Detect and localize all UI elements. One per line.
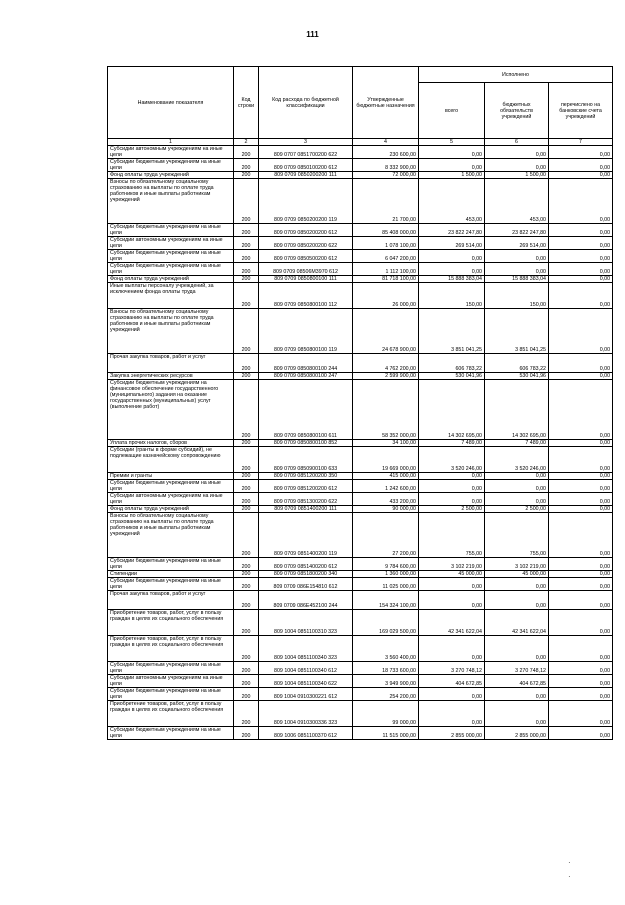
- row-kbk-code: 809 1004 0851100310 323: [259, 610, 353, 636]
- row-approved: 11 025 000,00: [353, 578, 419, 591]
- row-executed-total: 606 783,22: [419, 354, 485, 373]
- row-name: Взносы по обязательному социальному страхованию на выплаты по оплате труда работников и иные выплаты работникам учреждений: [108, 309, 234, 354]
- row-kbk-code: 809 0707 0851700200 622: [259, 146, 353, 159]
- row-name: Субсидии бюджетным учреждениям на иные цели: [108, 263, 234, 276]
- row-kbk-code: 809 0709 0850800100 611: [259, 380, 353, 440]
- row-approved: 11 515 000,00: [353, 727, 419, 740]
- row-executed-bank: 0,00: [549, 578, 613, 591]
- row-code: 200: [234, 688, 259, 701]
- row-kbk-code: 809 0709 0850200200 612: [259, 224, 353, 237]
- header-name: Наименование показателя: [108, 67, 234, 139]
- row-approved: 99 000,00: [353, 701, 419, 727]
- row-executed-total: 0,00: [419, 159, 485, 172]
- page-number: 111: [306, 30, 319, 39]
- row-executed-budget: 42 341 622,04: [485, 610, 549, 636]
- row-executed-budget: 15 888 383,04: [485, 276, 549, 283]
- row-executed-bank: 0,00: [549, 224, 613, 237]
- row-code: 200: [234, 179, 259, 224]
- table-row: [108, 578, 613, 591]
- row-code: 200: [234, 591, 259, 610]
- header-executed: Исполнено: [419, 67, 613, 83]
- table-row: [108, 283, 613, 309]
- row-executed-bank: 0,00: [549, 172, 613, 179]
- scan-mark: ·: [568, 872, 571, 881]
- row-name: Субсидии автономным учреждениям на иные цели: [108, 237, 234, 250]
- row-kbk-code: 809 0709 0851400200 612: [259, 558, 353, 571]
- row-executed-bank: 0,00: [549, 662, 613, 675]
- col-number: 1: [108, 139, 234, 146]
- row-kbk-code: 809 1004 0910300221 612: [259, 688, 353, 701]
- row-executed-bank: 0,00: [549, 688, 613, 701]
- row-kbk-code: 809 0709 086E154810 612: [259, 578, 353, 591]
- table-row: [108, 380, 613, 440]
- row-approved: 24 678 900,00: [353, 309, 419, 354]
- row-approved: 19 669 000,00: [353, 447, 419, 473]
- row-kbk-code: 809 0709 0851400200 119: [259, 513, 353, 558]
- row-executed-total: 0,00: [419, 636, 485, 662]
- row-executed-total: 0,00: [419, 250, 485, 263]
- table-row: [108, 571, 613, 578]
- row-kbk-code: 809 1004 0851100340 622: [259, 675, 353, 688]
- row-kbk-code: 809 1006 0851100370 612: [259, 727, 353, 740]
- row-executed-total: 150,00: [419, 283, 485, 309]
- row-approved: 433 200,00: [353, 493, 419, 506]
- row-name: Взносы по обязательному социальному страхованию на выплаты по оплате труда работников и иные выплаты работникам учреждений: [108, 513, 234, 558]
- row-kbk-code: 809 1004 0851100340 612: [259, 662, 353, 675]
- row-approved: 34 100,00: [353, 440, 419, 447]
- table-row: [108, 493, 613, 506]
- row-code: 200: [234, 263, 259, 276]
- row-executed-total: 453,00: [419, 179, 485, 224]
- row-executed-total: 3 270 748,12: [419, 662, 485, 675]
- row-approved: 415 000,00: [353, 473, 419, 480]
- table-row: [108, 179, 613, 224]
- col-number: 2: [234, 139, 259, 146]
- row-executed-total: 0,00: [419, 578, 485, 591]
- row-name: Субсидии бюджетным учреждениям на иные цели: [108, 688, 234, 701]
- row-executed-budget: 14 302 695,00: [485, 380, 549, 440]
- table-row: [108, 224, 613, 237]
- row-kbk-code: 809 0709 0850200200 622: [259, 237, 353, 250]
- table-row: [108, 506, 613, 513]
- row-executed-budget: 453,00: [485, 179, 549, 224]
- row-name: Субсидии бюджетным учреждениям на иные цели: [108, 558, 234, 571]
- row-executed-bank: 0,00: [549, 493, 613, 506]
- row-executed-bank: 0,00: [549, 480, 613, 493]
- col-number: 4: [353, 139, 419, 146]
- row-approved: 3 560 400,00: [353, 636, 419, 662]
- row-kbk-code: 809 0709 0850900100 633: [259, 447, 353, 473]
- row-name: Субсидии автономным учреждениям на иные цели: [108, 493, 234, 506]
- row-code: 200: [234, 159, 259, 172]
- row-executed-total: 15 888 383,04: [419, 276, 485, 283]
- row-approved: 1 112 100,00: [353, 263, 419, 276]
- row-executed-bank: 0,00: [549, 610, 613, 636]
- row-executed-bank: 0,00: [549, 237, 613, 250]
- row-code: 200: [234, 237, 259, 250]
- row-name: Субсидии (гранты в форме субсидий), не подлежащие казначейскому сопровождению: [108, 447, 234, 473]
- row-code: 200: [234, 309, 259, 354]
- row-approved: 18 733 600,00: [353, 662, 419, 675]
- row-kbk-code: 809 0709 0850100200 612: [259, 159, 353, 172]
- table-row: [108, 473, 613, 480]
- row-kbk-code: 809 0709 0851300200 622: [259, 493, 353, 506]
- row-kbk-code: 809 0709 0850200200 119: [259, 179, 353, 224]
- row-executed-total: 269 514,00: [419, 237, 485, 250]
- row-approved: 1 360 000,00: [353, 571, 419, 578]
- row-name: Фонд оплаты труда учреждений: [108, 172, 234, 179]
- row-code: 200: [234, 513, 259, 558]
- row-executed-budget: 2 855 000,00: [485, 727, 549, 740]
- row-code: 200: [234, 610, 259, 636]
- row-approved: 85 408 000,00: [353, 224, 419, 237]
- row-executed-bank: 0,00: [549, 636, 613, 662]
- row-executed-budget: 269 514,00: [485, 237, 549, 250]
- row-approved: 6 047 200,00: [353, 250, 419, 263]
- row-executed-budget: 3 520 246,00: [485, 447, 549, 473]
- table-row: [108, 159, 613, 172]
- header-code: Код строки: [234, 67, 259, 139]
- row-approved: 154 324 100,00: [353, 591, 419, 610]
- row-kbk-code: 809 0709 0850800100 247: [259, 373, 353, 380]
- row-executed-total: 2 855 000,00: [419, 727, 485, 740]
- row-approved: 8 332 900,00: [353, 159, 419, 172]
- row-name: Прочая закупка товаров, работ и услуг: [108, 591, 234, 610]
- header-approved: Утвержденные бюджетные назначения: [353, 67, 419, 139]
- column-numbers-row: [108, 139, 613, 146]
- row-code: 200: [234, 473, 259, 480]
- row-approved: 21 700,00: [353, 179, 419, 224]
- row-executed-budget: 3 270 748,12: [485, 662, 549, 675]
- row-executed-total: 7 489,00: [419, 440, 485, 447]
- row-name: Субсидии бюджетным учреждениям на иные цели: [108, 159, 234, 172]
- row-code: 200: [234, 727, 259, 740]
- table-row: [108, 675, 613, 688]
- row-kbk-code: 809 0709 0850800100 111: [259, 276, 353, 283]
- row-executed-budget: 1 500,00: [485, 172, 549, 179]
- col-number: 6: [485, 139, 549, 146]
- row-executed-bank: 0,00: [549, 250, 613, 263]
- row-approved: 1 242 600,00: [353, 480, 419, 493]
- table-row: [108, 701, 613, 727]
- row-executed-total: 2 500,00: [419, 506, 485, 513]
- row-code: 200: [234, 493, 259, 506]
- row-executed-budget: 606 783,22: [485, 354, 549, 373]
- row-code: 200: [234, 250, 259, 263]
- row-approved: 254 200,00: [353, 688, 419, 701]
- row-executed-total: 0,00: [419, 263, 485, 276]
- row-executed-bank: 0,00: [549, 571, 613, 578]
- row-executed-budget: 0,00: [485, 473, 549, 480]
- row-executed-budget: 0,00: [485, 701, 549, 727]
- row-executed-bank: 0,00: [549, 447, 613, 473]
- row-executed-total: 3 520 246,00: [419, 447, 485, 473]
- table-row: [108, 662, 613, 675]
- row-executed-bank: 0,00: [549, 440, 613, 447]
- row-kbk-code: 809 1004 0910300336 323: [259, 701, 353, 727]
- row-executed-budget: 0,00: [485, 263, 549, 276]
- row-name: Субсидии бюджетным учреждениям на иные цели: [108, 662, 234, 675]
- row-code: 200: [234, 283, 259, 309]
- row-approved: 58 352 000,00: [353, 380, 419, 440]
- row-name: Фонд оплаты труда учреждений: [108, 276, 234, 283]
- row-kbk-code: 809 0709 0850800100 112: [259, 283, 353, 309]
- row-executed-bank: 0,00: [549, 373, 613, 380]
- row-kbk-code: 809 0709 0850500200 612: [259, 250, 353, 263]
- row-executed-bank: 0,00: [549, 179, 613, 224]
- row-name: Премии и гранты: [108, 473, 234, 480]
- row-executed-total: 14 302 695,00: [419, 380, 485, 440]
- row-executed-budget: 0,00: [485, 688, 549, 701]
- row-code: 200: [234, 578, 259, 591]
- table-row: [108, 513, 613, 558]
- row-executed-bank: 0,00: [549, 675, 613, 688]
- row-kbk-code: 809 0709 0850800100 119: [259, 309, 353, 354]
- row-name: Иные выплаты персоналу учреждений, за исключением фонда оплаты труда: [108, 283, 234, 309]
- header-budget: бюджетных обязательств учреждений: [485, 83, 549, 139]
- row-kbk-code: 809 0709 0851400200 111: [259, 506, 353, 513]
- row-name: Приобретение товаров, работ, услуг в пользу граждан в целях их социального обеспечения: [108, 636, 234, 662]
- row-name: Взносы по обязательному социальному страхованию на выплаты по оплате труда работников и иные выплаты работникам учреждений: [108, 179, 234, 224]
- row-executed-bank: 0,00: [549, 276, 613, 283]
- row-executed-budget: 0,00: [485, 250, 549, 263]
- row-kbk-code: 809 0709 0850200200 111: [259, 172, 353, 179]
- row-executed-bank: 0,00: [549, 309, 613, 354]
- row-approved: 9 784 600,00: [353, 558, 419, 571]
- row-executed-budget: 530 041,96: [485, 373, 549, 380]
- row-executed-budget: 45 000,00: [485, 571, 549, 578]
- row-kbk-code: 809 0709 0851200200 350: [259, 473, 353, 480]
- row-code: 200: [234, 447, 259, 473]
- row-executed-total: 404 672,85: [419, 675, 485, 688]
- row-name: Субсидии автономным учреждениям на иные цели: [108, 675, 234, 688]
- row-approved: 72 000,00: [353, 172, 419, 179]
- table-row: [108, 263, 613, 276]
- row-executed-total: 23 822 247,80: [419, 224, 485, 237]
- col-number: 3: [259, 139, 353, 146]
- row-code: 200: [234, 440, 259, 447]
- row-executed-budget: 3 851 041,25: [485, 309, 549, 354]
- col-number: 7: [549, 139, 613, 146]
- row-name: Субсидии бюджетным учреждениям на иные цели: [108, 578, 234, 591]
- row-approved: 230 600,00: [353, 146, 419, 159]
- row-executed-budget: 0,00: [485, 159, 549, 172]
- row-name: Субсидии бюджетным учреждениям на иные цели: [108, 727, 234, 740]
- row-kbk-code: 809 0709 0851800200 340: [259, 571, 353, 578]
- row-name: Субсидии бюджетным учреждениям на финансовое обеспечение государственного (муниципального) задания на оказание государственных (муниципальных) услуг (выполнение работ): [108, 380, 234, 440]
- row-code: 200: [234, 506, 259, 513]
- row-code: 200: [234, 172, 259, 179]
- row-approved: 4 762 200,00: [353, 354, 419, 373]
- table-row: [108, 591, 613, 610]
- row-executed-bank: 0,00: [549, 159, 613, 172]
- row-code: 200: [234, 675, 259, 688]
- row-name: Приобретение товаров, работ, услуг в пользу граждан в целях их социального обеспечения: [108, 701, 234, 727]
- row-approved: 2 599 900,00: [353, 373, 419, 380]
- table-row: [108, 440, 613, 447]
- table-row: [108, 250, 613, 263]
- table-row: [108, 237, 613, 250]
- table-row: [108, 146, 613, 159]
- row-name: Субсидии автономным учреждениям на иные цели: [108, 146, 234, 159]
- row-code: 200: [234, 276, 259, 283]
- row-kbk-code: 809 0709 0851200200 612: [259, 480, 353, 493]
- row-executed-budget: 0,00: [485, 480, 549, 493]
- row-executed-budget: 755,00: [485, 513, 549, 558]
- row-executed-budget: 0,00: [485, 636, 549, 662]
- scan-mark: ·: [568, 858, 571, 867]
- row-executed-bank: 0,00: [549, 354, 613, 373]
- row-executed-budget: 0,00: [485, 578, 549, 591]
- row-name: Приобретение товаров, работ, услуг в пользу граждан в целях их социального обеспечения: [108, 610, 234, 636]
- row-executed-budget: 2 500,00: [485, 506, 549, 513]
- row-approved: 26 000,00: [353, 283, 419, 309]
- row-code: 200: [234, 380, 259, 440]
- row-approved: 81 718 100,00: [353, 276, 419, 283]
- row-executed-budget: 0,00: [485, 591, 549, 610]
- row-executed-bank: 0,00: [549, 506, 613, 513]
- header-total: всего: [419, 83, 485, 139]
- row-kbk-code: 809 0709 0850800100 852: [259, 440, 353, 447]
- row-kbk-code: 809 0709 086E452100 244: [259, 591, 353, 610]
- row-kbk-code: 809 0709 0850800100 244: [259, 354, 353, 373]
- row-executed-bank: 0,00: [549, 380, 613, 440]
- row-executed-total: 755,00: [419, 513, 485, 558]
- header-bank: перечислено на банковские счета учреждений: [549, 83, 613, 139]
- row-executed-bank: 0,00: [549, 727, 613, 740]
- row-kbk-code: 809 0709 08506M3970 612: [259, 263, 353, 276]
- budget-execution-table: [107, 66, 613, 740]
- row-executed-total: 3 851 041,25: [419, 309, 485, 354]
- row-code: 200: [234, 480, 259, 493]
- row-kbk-code: 809 1004 0851100340 323: [259, 636, 353, 662]
- row-executed-total: 42 341 622,04: [419, 610, 485, 636]
- row-executed-bank: 0,00: [549, 701, 613, 727]
- table-row: [108, 172, 613, 179]
- row-executed-bank: 0,00: [549, 473, 613, 480]
- row-name: Субсидии бюджетным учреждениям на иные цели: [108, 250, 234, 263]
- row-executed-budget: 23 822 247,80: [485, 224, 549, 237]
- row-code: 200: [234, 146, 259, 159]
- row-code: 200: [234, 224, 259, 237]
- row-executed-budget: 3 102 219,00: [485, 558, 549, 571]
- row-code: 200: [234, 354, 259, 373]
- row-executed-budget: 404 672,85: [485, 675, 549, 688]
- row-executed-total: 530 041,96: [419, 373, 485, 380]
- row-name: Закупка энергетических ресурсов: [108, 373, 234, 380]
- table-row: [108, 688, 613, 701]
- row-name: Субсидии бюджетным учреждениям на иные цели: [108, 480, 234, 493]
- row-name: Уплата прочих налогов, сборов: [108, 440, 234, 447]
- col-number: 5: [419, 139, 485, 146]
- table-row: [108, 354, 613, 373]
- row-approved: 27 200,00: [353, 513, 419, 558]
- table-row: [108, 309, 613, 354]
- row-code: 200: [234, 662, 259, 675]
- row-code: 200: [234, 571, 259, 578]
- table-row: [108, 727, 613, 740]
- row-name: Стипендии: [108, 571, 234, 578]
- row-executed-total: 0,00: [419, 493, 485, 506]
- table-row: [108, 610, 613, 636]
- row-executed-total: 0,00: [419, 480, 485, 493]
- row-executed-total: 0,00: [419, 591, 485, 610]
- row-executed-bank: 0,00: [549, 146, 613, 159]
- row-code: 200: [234, 701, 259, 727]
- row-executed-budget: 0,00: [485, 493, 549, 506]
- table-row: [108, 480, 613, 493]
- row-executed-total: 0,00: [419, 701, 485, 727]
- table-row: [108, 447, 613, 473]
- row-approved: 90 000,00: [353, 506, 419, 513]
- row-approved: 3 949 900,00: [353, 675, 419, 688]
- row-executed-total: 1 500,00: [419, 172, 485, 179]
- row-approved: 169 029 500,00: [353, 610, 419, 636]
- row-executed-total: 0,00: [419, 146, 485, 159]
- row-executed-budget: 150,00: [485, 283, 549, 309]
- row-executed-total: 0,00: [419, 473, 485, 480]
- header-kbk: Код расхода по бюджетной классификации: [259, 67, 353, 139]
- row-name: Субсидии бюджетным учреждениям на иные цели: [108, 224, 234, 237]
- row-code: 200: [234, 558, 259, 571]
- row-executed-bank: 0,00: [549, 558, 613, 571]
- row-executed-budget: 0,00: [485, 146, 549, 159]
- row-executed-bank: 0,00: [549, 513, 613, 558]
- row-code: 200: [234, 636, 259, 662]
- row-executed-total: 0,00: [419, 688, 485, 701]
- row-name: Фонд оплаты труда учреждений: [108, 506, 234, 513]
- table-row: [108, 373, 613, 380]
- row-executed-bank: 0,00: [549, 591, 613, 610]
- row-executed-bank: 0,00: [549, 283, 613, 309]
- table-row: [108, 276, 613, 283]
- table-row: [108, 558, 613, 571]
- row-approved: 1 078 100,00: [353, 237, 419, 250]
- row-name: Прочая закупка товаров, работ и услуг: [108, 354, 234, 373]
- row-code: 200: [234, 373, 259, 380]
- row-executed-bank: 0,00: [549, 263, 613, 276]
- row-executed-budget: 7 489,00: [485, 440, 549, 447]
- table-row: [108, 636, 613, 662]
- row-executed-total: 45 000,00: [419, 571, 485, 578]
- row-executed-total: 3 102 219,00: [419, 558, 485, 571]
